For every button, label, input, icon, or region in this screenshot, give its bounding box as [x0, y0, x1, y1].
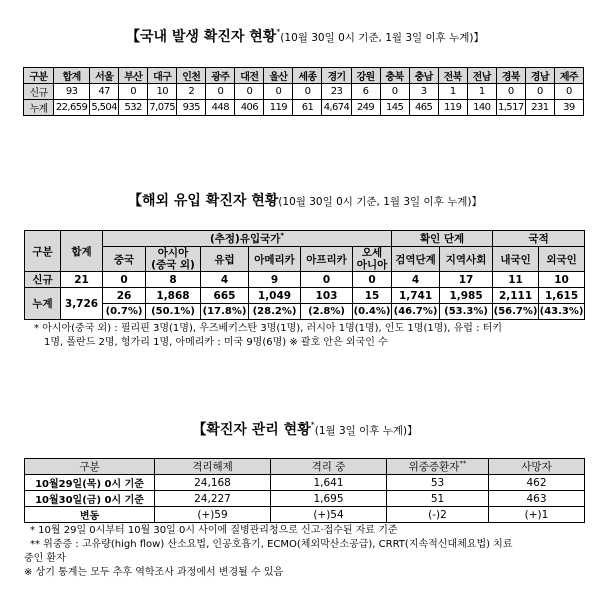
table-cell: 0	[496, 84, 525, 100]
table-cell: 11	[493, 272, 539, 288]
header-america: 아메리카	[249, 247, 301, 272]
table-cell: 22,659	[54, 100, 90, 116]
management-header-row	[25, 459, 585, 475]
overseas-title: 【해외 유입 확진자 현황(10월 30일 0시 기준, 1월 3일 이후 누계)】	[127, 193, 483, 209]
table-cell: 4	[201, 272, 249, 288]
overseas-row-percent	[25, 304, 585, 320]
table-cell: 1,641	[271, 475, 387, 491]
table-cell: 1,517	[496, 100, 525, 116]
row-label-cumulative: 누계	[25, 288, 61, 320]
percent-cell: (56.7%)	[493, 304, 539, 320]
table-cell: 140	[467, 100, 496, 116]
percent-cell: (28.2%)	[249, 304, 301, 320]
header-category: 구분	[25, 231, 61, 272]
percent-cell: (43.3%)	[539, 304, 585, 320]
table-cell: 4	[392, 272, 440, 288]
header-foreigner: 외국인	[539, 247, 585, 272]
table-cell: 0	[119, 84, 148, 100]
table-cell: 26	[103, 288, 146, 304]
header-inflow-country: (추정)유입국가*	[103, 231, 392, 247]
table-cell: 23	[322, 84, 351, 100]
table-cell: 7,075	[148, 100, 177, 116]
domestic-table	[23, 67, 584, 116]
header-cell: 전북	[438, 68, 467, 84]
table-cell: 8	[146, 272, 201, 288]
table-cell: 9	[249, 272, 301, 288]
table-cell: 532	[119, 100, 148, 116]
percent-cell: (17.8%)	[201, 304, 249, 320]
header-community: 지역사회	[440, 247, 493, 272]
table-cell: 3	[409, 84, 438, 100]
row-label: 변동	[25, 507, 155, 523]
table-cell: 10	[148, 84, 177, 100]
header-cell: 세종	[293, 68, 322, 84]
percent-cell: (46.7%)	[392, 304, 440, 320]
header-cell: 광주	[206, 68, 235, 84]
table-cell: (+)59	[155, 507, 271, 523]
header-cell: 경기	[322, 68, 351, 84]
table-cell: 0	[554, 84, 583, 100]
table-cell: 465	[409, 100, 438, 116]
table-cell: (+)54	[271, 507, 387, 523]
header-oceania: 오세 아니아	[353, 247, 392, 272]
header-cell: 구분	[24, 68, 54, 84]
management-row	[25, 491, 585, 507]
table-cell: 10	[539, 272, 585, 288]
header-cell: 격리해제	[155, 459, 271, 475]
management-row-change	[25, 507, 585, 523]
header-cell: 합계	[54, 68, 90, 84]
table-cell: 463	[489, 491, 585, 507]
table-cell: 2	[177, 84, 206, 100]
table-cell: 47	[90, 84, 119, 100]
table-cell: 0	[353, 272, 392, 288]
table-cell: 61	[293, 100, 322, 116]
row-label-new: 신규	[25, 272, 61, 288]
row-label: 누계	[24, 100, 54, 116]
table-cell: 145	[380, 100, 409, 116]
table-cell: 51	[387, 491, 489, 507]
table-cell: 39	[554, 100, 583, 116]
table-cell: 24,168	[155, 475, 271, 491]
table-cell: 24,227	[155, 491, 271, 507]
overseas-row-new	[25, 272, 585, 288]
table-cell: 2,111	[493, 288, 539, 304]
table-cell: 935	[177, 100, 206, 116]
table-cell: 406	[235, 100, 264, 116]
table-cell: 21	[61, 272, 103, 288]
header-cell: 강원	[351, 68, 380, 84]
table-cell: (-)2	[387, 507, 489, 523]
management-title: 【확진자 관리 현황*(1월 3일 이후 누계)】	[192, 420, 418, 438]
table-cell: 231	[525, 100, 554, 116]
overseas-footnote: * 아시아(중국 외) : 필리핀 3명(1명), 우즈베키스탄 3명(1명), 러시아 1명(1명), 인도 1명(1명), 유럽 : 터키 1명, 폴란드 2명, 헝가리 1명, 아메리카 : 미국 9명(6명) ※ 괄호 안은 외국인 수	[34, 323, 502, 348]
table-cell: 6	[351, 84, 380, 100]
table-cell: 0	[206, 84, 235, 100]
table-cell: 249	[351, 100, 380, 116]
row-label: 10월30일(금) 0시 기준	[25, 491, 155, 507]
header-cell: 경북	[496, 68, 525, 84]
header-cell: 부산	[119, 68, 148, 84]
table-cell: 448	[206, 100, 235, 116]
header-asia: 아시아 (중국 외)	[146, 247, 201, 272]
table-cell: 5,504	[90, 100, 119, 116]
percent-cell: (50.1%)	[146, 304, 201, 320]
header-total: 합계	[61, 231, 103, 272]
table-cell: 0	[380, 84, 409, 100]
row-label: 신규	[24, 84, 54, 100]
header-africa: 아프리카	[301, 247, 353, 272]
header-europe: 유럽	[201, 247, 249, 272]
header-quarantine: 검역단계	[392, 247, 440, 272]
table-cell: 665	[201, 288, 249, 304]
domestic-title: 【국내 발생 확진자 현황*(10월 30일 0시 기준, 1월 3일 이후 누계)】	[125, 27, 485, 45]
table-cell: 0	[293, 84, 322, 100]
table-cell: 1	[467, 84, 496, 100]
table-cell: 0	[103, 272, 146, 288]
table-cell: 1,049	[249, 288, 301, 304]
domestic-row-new	[24, 84, 584, 100]
header-cell: 충남	[409, 68, 438, 84]
table-cell: 0	[264, 84, 293, 100]
header-nationality: 국적	[493, 231, 585, 247]
header-cell: 사망자	[489, 459, 585, 475]
percent-cell: (0.7%)	[103, 304, 146, 320]
header-cell: 울산	[264, 68, 293, 84]
table-cell: 462	[489, 475, 585, 491]
header-cell: 위중증환자**	[387, 459, 489, 475]
management-footnote: * 10월 29일 0시부터 10월 30일 0시 사이에 질병관리청으로 신고·접수된 자료 기준 ** 위중증 : 고유량(high flow) 산소요법, 인공호흡기, ECMO(체외막산소공급), CRRT(지속적신대체요법) 치료 중인 환자 ※ 상기 통계는 모두 추후 역학조사 과정에서 변경될 수 있음	[24, 525, 513, 578]
table-cell: 0	[525, 84, 554, 100]
table-cell: 119	[438, 100, 467, 116]
header-cell: 충북	[380, 68, 409, 84]
overseas-table	[24, 230, 585, 320]
table-cell: 1,695	[271, 491, 387, 507]
table-cell: 4,674	[322, 100, 351, 116]
header-cell: 경남	[525, 68, 554, 84]
percent-cell: (0.4%)	[353, 304, 392, 320]
table-cell: 0	[301, 272, 353, 288]
cumulative-total: 3,726	[61, 288, 103, 320]
table-cell: 103	[301, 288, 353, 304]
table-cell: 119	[264, 100, 293, 116]
table-cell: 53	[387, 475, 489, 491]
table-cell: 1,741	[392, 288, 440, 304]
percent-cell: (2.8%)	[301, 304, 353, 320]
header-domestic-national: 내국인	[493, 247, 539, 272]
header-cell: 대전	[235, 68, 264, 84]
header-confirmation-stage: 확인 단계	[392, 231, 493, 247]
domestic-row-cumulative	[24, 100, 584, 116]
percent-cell: (53.3%)	[440, 304, 493, 320]
management-table	[24, 458, 585, 523]
header-cell: 인천	[177, 68, 206, 84]
table-cell: 1	[438, 84, 467, 100]
header-cell: 구분	[25, 459, 155, 475]
table-cell: 93	[54, 84, 90, 100]
overseas-row-cumulative	[25, 288, 585, 304]
row-label: 10월29일(목) 0시 기준	[25, 475, 155, 491]
table-cell: 1,868	[146, 288, 201, 304]
header-cell: 전남	[467, 68, 496, 84]
table-cell: (+)1	[489, 507, 585, 523]
header-cell: 대구	[148, 68, 177, 84]
table-cell: 15	[353, 288, 392, 304]
management-row	[25, 475, 585, 491]
header-china: 중국	[103, 247, 146, 272]
table-cell: 17	[440, 272, 493, 288]
table-cell: 0	[235, 84, 264, 100]
header-cell: 서울	[90, 68, 119, 84]
header-cell: 격리 중	[271, 459, 387, 475]
table-cell: 1,985	[440, 288, 493, 304]
table-cell: 1,615	[539, 288, 585, 304]
header-cell: 제주	[554, 68, 583, 84]
domestic-header-row	[24, 68, 584, 84]
